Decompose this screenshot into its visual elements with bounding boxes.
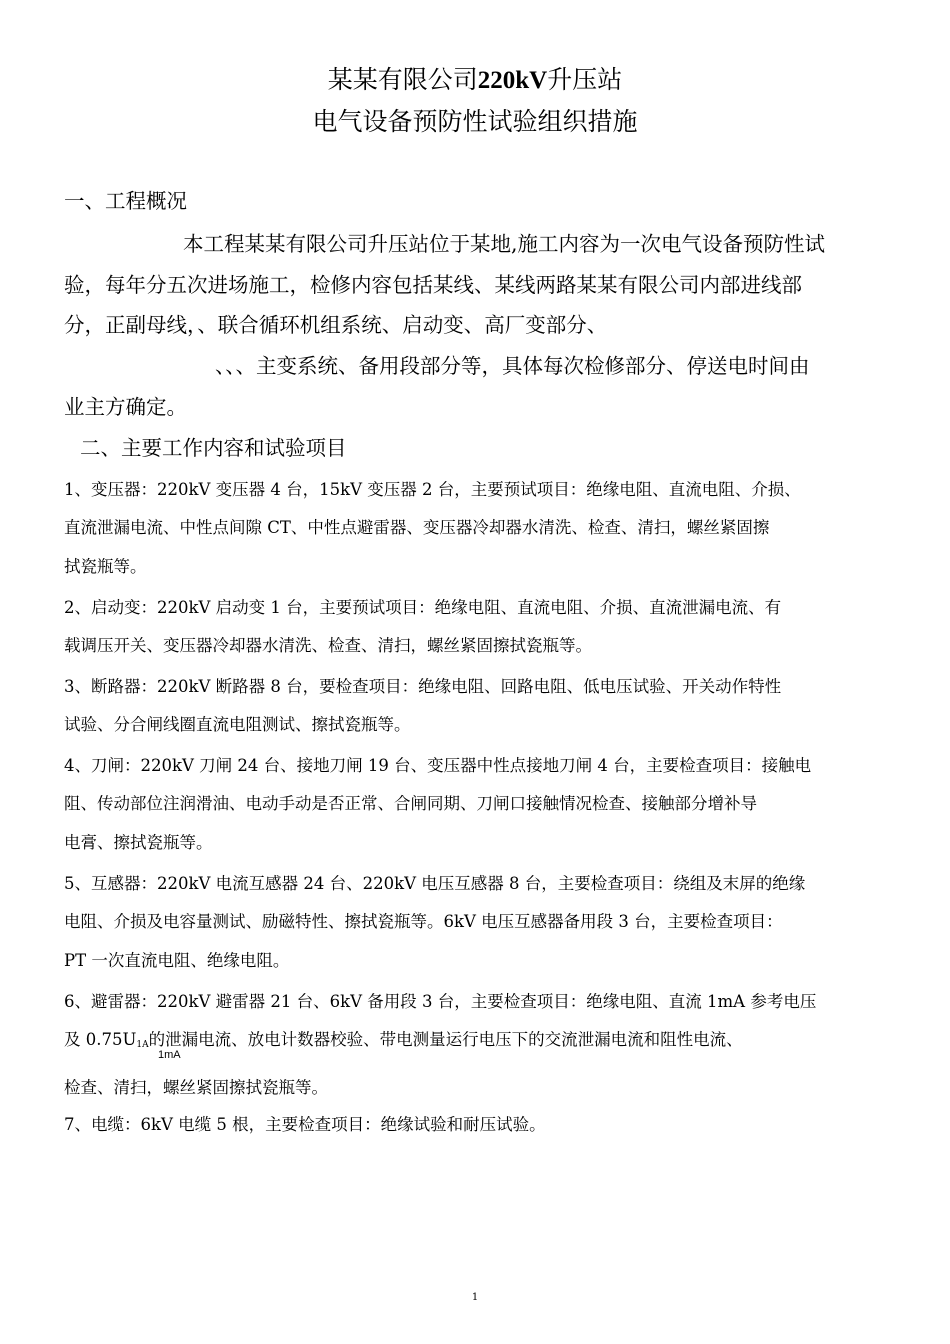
- section1-line: 本工程某某有限公司升压站位于某地,施工内容为一次电气设备预防性试: [183, 232, 826, 256]
- title-line-2: 电气设备预防性试验组织措施: [312, 107, 638, 136]
- subscript-label: 1A: [136, 1040, 149, 1050]
- item-line: 检查、清扫，螺丝紧固擦拭瓷瓶等。: [64, 1078, 328, 1097]
- item-line: 直流泄漏电流、中性点间隙 CT、中性点避雷器、变压器冷却器水清洗、检查、清扫，螺丝紧固擦: [64, 518, 770, 537]
- item-line: 试验、分合闸线圈直流电阻测试、擦拭瓷瓶等。: [64, 715, 411, 734]
- section1-line: 业主方确定。: [64, 395, 187, 419]
- item-line: 载调压开关、变压器冷却器水清洗、检查、清扫，螺丝紧固擦拭瓷瓶等。: [64, 636, 592, 655]
- item-line: 拭瓷瓶等。: [64, 557, 147, 576]
- section1-line: 分，正副母线，、联合循环机组系统、启动变、高厂变部分、: [64, 313, 608, 337]
- item-line: 5、互感器：220kV 电流互感器 24 台、220kV 电压互感器 8 台，主要检查项目：绕组及末屏的绝缘: [64, 874, 806, 893]
- section1-line: 、、、主变系统、备用段部分等，具体每次检修部分、停送电时间由: [215, 354, 810, 378]
- item-line: 7、电缆：6kV 电缆 5 根，主要检查项目：绝缘试验和耐压试验。: [64, 1115, 546, 1134]
- section1-heading: 一、工程概况: [64, 189, 187, 213]
- subscript-label: 1mA: [158, 1049, 181, 1061]
- item-line: 6、避雷器：220kV 避雷器 21 台、6kV 备用段 3 台，主要检查项目：绝缘电阻、直流 1mA 参考电压: [64, 992, 817, 1011]
- section2-heading: 二、主要工作内容和试验项目: [80, 436, 347, 460]
- item-line: 阻、传动部位注润滑油、电动手动是否正常、合闸同期、刀闸口接触情况检查、接触部分增补导: [64, 794, 757, 813]
- item-line: 2、启动变：220kV 启动变 1 台，主要预试项目：绝缘电阻、直流电阻、介损、直流泄漏电流、有: [64, 598, 782, 617]
- section1-line: 验，每年分五次进场施工，检修内容包括某线、某线两路某某有限公司内部进线部: [64, 273, 802, 297]
- title-line-1: 某某有限公司220kV升压站: [327, 65, 623, 94]
- item-line: 及 $0.75U_{1A}$的泄漏电流、放电计数器校验、带电测量运行电压下的交流泄漏电流和阻性电流、: [64, 1030, 743, 1050]
- item-line: 1、变压器：220kV 变压器 4 台，15kV 变压器 2 台，主要预试项目：绝缘电阻、直流电阻、介损、: [64, 480, 801, 499]
- item-line: 电阻、介损及电容量测试、励磁特性、擦拭瓷瓶等。6kV 电压互感器备用段 3 台，主要检查项目：: [64, 912, 783, 931]
- item-line: 4、刀闸：220kV 刀闸 24 台、接地刀闸 19 台、变压器中性点接地刀闸 4 台，主要检查项目：接触电: [64, 756, 812, 775]
- page-number: 1: [471, 1292, 479, 1303]
- item-line: 电膏、擦拭瓷瓶等。: [64, 833, 213, 852]
- item-line: 3、断路器：220kV 断路器 8 台，要检查项目：绝缘电阻、回路电阻、低电压试验、开关动作特性: [64, 677, 782, 696]
- item-line: PT 一次直流电阻、绝缘电阻。: [64, 951, 290, 970]
